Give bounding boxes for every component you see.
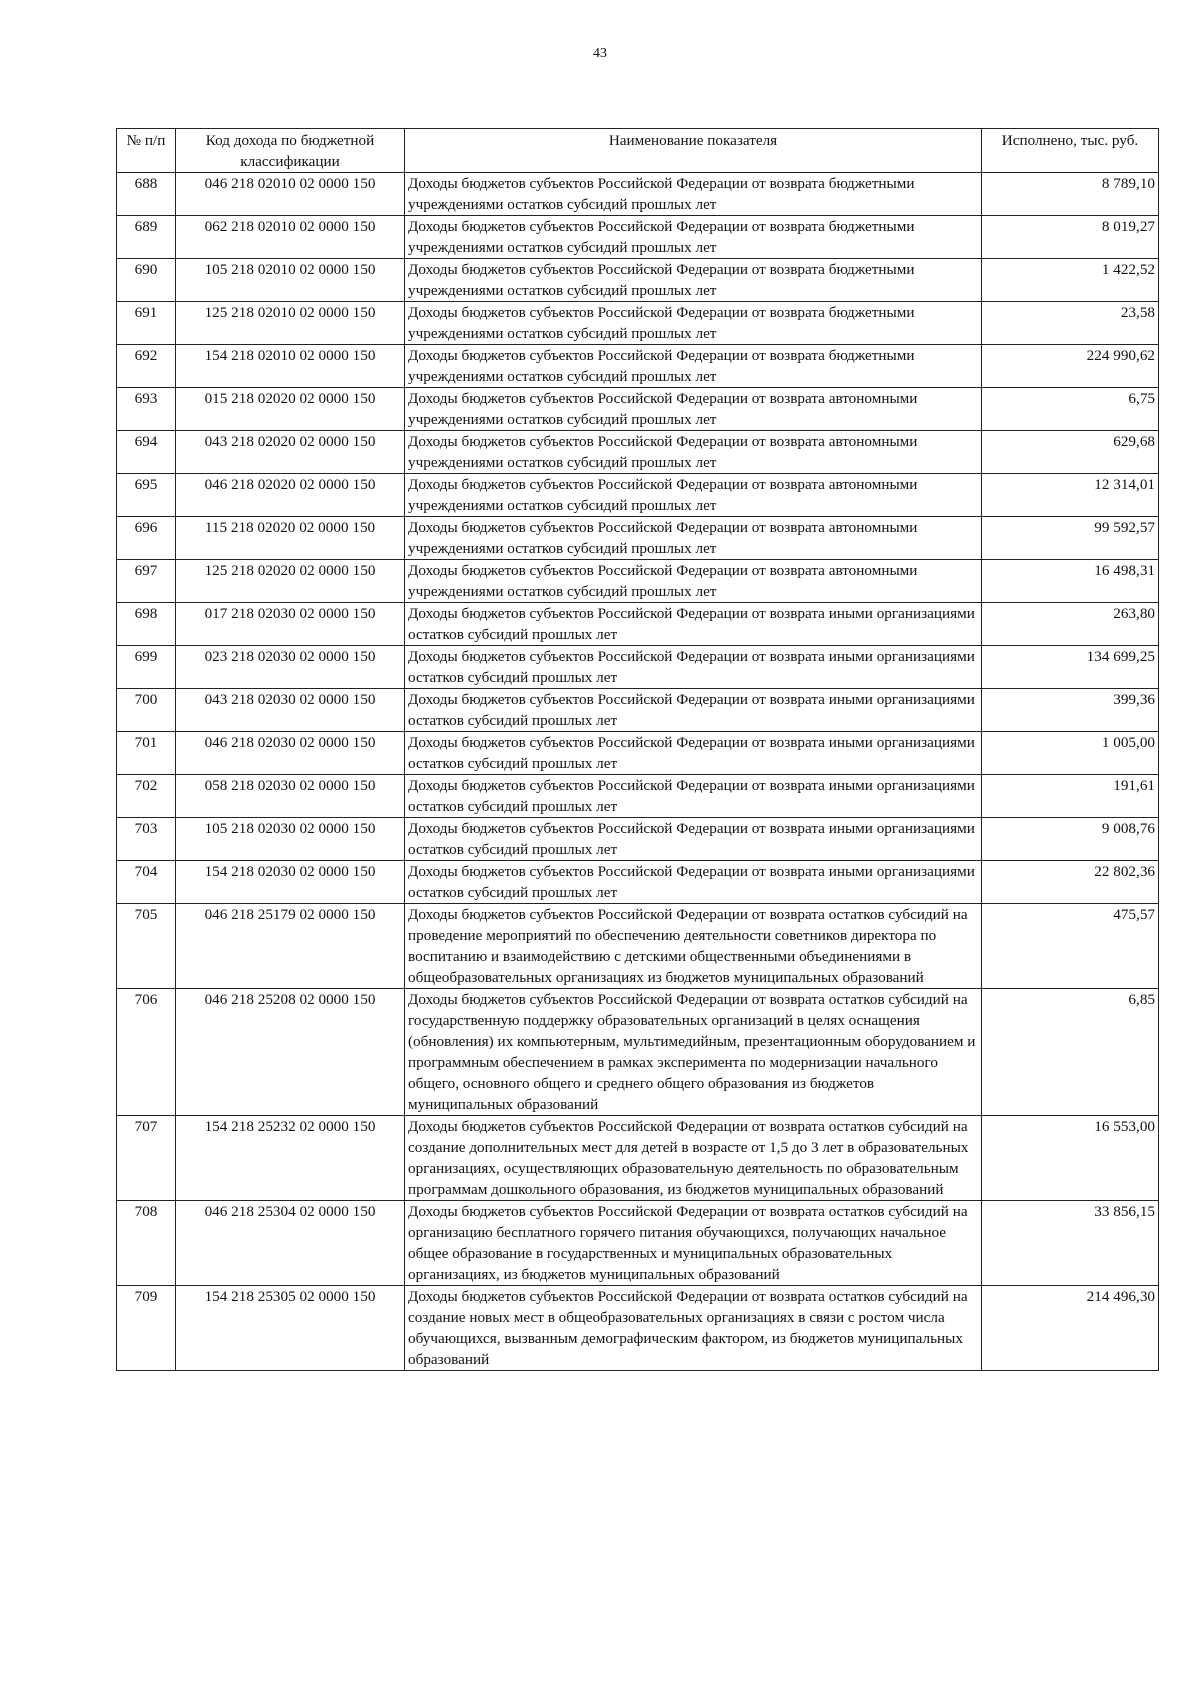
executed-amount-cell: 22 802,36	[982, 861, 1159, 904]
header-row-number: № п/п	[117, 129, 176, 173]
row-number-cell: 702	[117, 775, 176, 818]
revenue-code-cell: 125 218 02020 02 0000 150	[176, 560, 405, 603]
indicator-name-cell: Доходы бюджетов субъектов Российской Федерации от возврата остатков субсидий на создание новых мест в общеобразовательных организациях в связи с ростом числа обучающихся, вызванным демографическим фактором, из бюджетов муниципальных образований	[405, 1286, 982, 1371]
indicator-name-cell: Доходы бюджетов субъектов Российской Федерации от возврата автономными учреждениями остатков субсидий прошлых лет	[405, 474, 982, 517]
indicator-name-cell: Доходы бюджетов субъектов Российской Федерации от возврата иными организациями остатков субсидий прошлых лет	[405, 689, 982, 732]
row-number-cell: 690	[117, 259, 176, 302]
indicator-name-cell: Доходы бюджетов субъектов Российской Федерации от возврата бюджетными учреждениями остатков субсидий прошлых лет	[405, 345, 982, 388]
table-row	[117, 431, 1159, 474]
executed-amount-cell: 214 496,30	[982, 1286, 1159, 1371]
table-row	[117, 1286, 1159, 1371]
revenue-code-cell: 023 218 02030 02 0000 150	[176, 646, 405, 689]
row-number-cell: 691	[117, 302, 176, 345]
table-row	[117, 302, 1159, 345]
executed-amount-cell: 191,61	[982, 775, 1159, 818]
executed-amount-cell: 23,58	[982, 302, 1159, 345]
revenue-code-cell: 062 218 02010 02 0000 150	[176, 216, 405, 259]
revenue-code-cell: 154 218 02010 02 0000 150	[176, 345, 405, 388]
indicator-name-cell: Доходы бюджетов субъектов Российской Федерации от возврата бюджетными учреждениями остатков субсидий прошлых лет	[405, 259, 982, 302]
revenue-table	[116, 128, 1159, 1371]
revenue-code-cell: 154 218 25232 02 0000 150	[176, 1116, 405, 1201]
table-row	[117, 603, 1159, 646]
executed-amount-cell: 8 789,10	[982, 173, 1159, 216]
table-row	[117, 775, 1159, 818]
row-number-cell: 701	[117, 732, 176, 775]
revenue-code-cell: 046 218 25304 02 0000 150	[176, 1201, 405, 1286]
table-row	[117, 904, 1159, 989]
indicator-name-cell: Доходы бюджетов субъектов Российской Федерации от возврата иными организациями остатков субсидий прошлых лет	[405, 861, 982, 904]
indicator-name-cell: Доходы бюджетов субъектов Российской Федерации от возврата иными организациями остатков субсидий прошлых лет	[405, 732, 982, 775]
row-number-cell: 688	[117, 173, 176, 216]
table-row	[117, 1116, 1159, 1201]
indicator-name-cell: Доходы бюджетов субъектов Российской Федерации от возврата бюджетными учреждениями остатков субсидий прошлых лет	[405, 302, 982, 345]
row-number-cell: 697	[117, 560, 176, 603]
indicator-name-cell: Доходы бюджетов субъектов Российской Федерации от возврата иными организациями остатков субсидий прошлых лет	[405, 646, 982, 689]
revenue-code-cell: 017 218 02030 02 0000 150	[176, 603, 405, 646]
executed-amount-cell: 33 856,15	[982, 1201, 1159, 1286]
revenue-code-cell: 115 218 02020 02 0000 150	[176, 517, 405, 560]
executed-amount-cell: 16 498,31	[982, 560, 1159, 603]
indicator-name-cell: Доходы бюджетов субъектов Российской Федерации от возврата иными организациями остатков субсидий прошлых лет	[405, 818, 982, 861]
row-number-cell: 705	[117, 904, 176, 989]
indicator-name-cell: Доходы бюджетов субъектов Российской Федерации от возврата иными организациями остатков субсидий прошлых лет	[405, 603, 982, 646]
row-number-cell: 708	[117, 1201, 176, 1286]
revenue-code-cell: 125 218 02010 02 0000 150	[176, 302, 405, 345]
revenue-code-cell: 046 218 25179 02 0000 150	[176, 904, 405, 989]
row-number-cell: 703	[117, 818, 176, 861]
executed-amount-cell: 1 422,52	[982, 259, 1159, 302]
revenue-code-cell: 046 218 02020 02 0000 150	[176, 474, 405, 517]
table-row	[117, 173, 1159, 216]
executed-amount-cell: 134 699,25	[982, 646, 1159, 689]
revenue-code-cell: 046 218 25208 02 0000 150	[176, 989, 405, 1116]
row-number-cell: 706	[117, 989, 176, 1116]
row-number-cell: 709	[117, 1286, 176, 1371]
revenue-code-cell: 046 218 02010 02 0000 150	[176, 173, 405, 216]
indicator-name-cell: Доходы бюджетов субъектов Российской Федерации от возврата автономными учреждениями остатков субсидий прошлых лет	[405, 431, 982, 474]
indicator-name-cell: Доходы бюджетов субъектов Российской Федерации от возврата бюджетными учреждениями остатков субсидий прошлых лет	[405, 173, 982, 216]
row-number-cell: 699	[117, 646, 176, 689]
row-number-cell: 692	[117, 345, 176, 388]
header-indicator-name: Наименование показателя	[405, 129, 982, 173]
table-row	[117, 689, 1159, 732]
table-row	[117, 1201, 1159, 1286]
header-revenue-code: Код дохода по бюджетной классификации	[176, 129, 405, 173]
row-number-cell: 693	[117, 388, 176, 431]
indicator-name-cell: Доходы бюджетов субъектов Российской Федерации от возврата автономными учреждениями остатков субсидий прошлых лет	[405, 517, 982, 560]
table-row	[117, 216, 1159, 259]
table-row	[117, 388, 1159, 431]
executed-amount-cell: 12 314,01	[982, 474, 1159, 517]
header-executed-amount: Исполнено, тыс. руб.	[982, 129, 1159, 173]
executed-amount-cell: 1 005,00	[982, 732, 1159, 775]
indicator-name-cell: Доходы бюджетов субъектов Российской Федерации от возврата остатков субсидий на создание дополнительных мест для детей в возрасте от 1,5 до 3 лет в образовательных организациях, осуществляющих образовательную деятельность по образовательным программам дошкольного образования, из бюджетов муниципальных образований	[405, 1116, 982, 1201]
table-row	[117, 560, 1159, 603]
executed-amount-cell: 99 592,57	[982, 517, 1159, 560]
indicator-name-cell: Доходы бюджетов субъектов Российской Федерации от возврата остатков субсидий на организацию бесплатного горячего питания обучающихся, получающих начальное общее образование в государственных и муниципальных образовательных организациях, из бюджетов муниципальных образований	[405, 1201, 982, 1286]
indicator-name-cell: Доходы бюджетов субъектов Российской Федерации от возврата автономными учреждениями остатков субсидий прошлых лет	[405, 560, 982, 603]
table-body	[117, 173, 1159, 1371]
table-row	[117, 517, 1159, 560]
revenue-code-cell: 105 218 02010 02 0000 150	[176, 259, 405, 302]
indicator-name-cell: Доходы бюджетов субъектов Российской Федерации от возврата иными организациями остатков субсидий прошлых лет	[405, 775, 982, 818]
executed-amount-cell: 475,57	[982, 904, 1159, 989]
row-number-cell: 704	[117, 861, 176, 904]
executed-amount-cell: 263,80	[982, 603, 1159, 646]
table-row	[117, 732, 1159, 775]
indicator-name-cell: Доходы бюджетов субъектов Российской Федерации от возврата автономными учреждениями остатков субсидий прошлых лет	[405, 388, 982, 431]
revenue-code-cell: 015 218 02020 02 0000 150	[176, 388, 405, 431]
revenue-code-cell: 058 218 02030 02 0000 150	[176, 775, 405, 818]
revenue-code-cell: 154 218 25305 02 0000 150	[176, 1286, 405, 1371]
revenue-code-cell: 046 218 02030 02 0000 150	[176, 732, 405, 775]
executed-amount-cell: 6,75	[982, 388, 1159, 431]
executed-amount-cell: 6,85	[982, 989, 1159, 1116]
indicator-name-cell: Доходы бюджетов субъектов Российской Федерации от возврата остатков субсидий на проведение мероприятий по обеспечению деятельности советников директора по воспитанию и взаимодействию с детскими общественными объединениями в общеобразовательных организациях из бюджетов муниципальных образований	[405, 904, 982, 989]
row-number-cell: 700	[117, 689, 176, 732]
revenue-code-cell: 105 218 02030 02 0000 150	[176, 818, 405, 861]
revenue-code-cell: 043 218 02020 02 0000 150	[176, 431, 405, 474]
table-row	[117, 818, 1159, 861]
table-row	[117, 861, 1159, 904]
row-number-cell: 689	[117, 216, 176, 259]
executed-amount-cell: 8 019,27	[982, 216, 1159, 259]
table-row	[117, 646, 1159, 689]
indicator-name-cell: Доходы бюджетов субъектов Российской Федерации от возврата остатков субсидий на государственную поддержку образовательных организаций в целях оснащения (обновления) их компьютерным, мультимедийным, презентационным оборудованием и программным обеспечением в рамках эксперимента по модернизации начального общего, основного общего и среднего общего образования из бюджетов муниципальных образований	[405, 989, 982, 1116]
row-number-cell: 707	[117, 1116, 176, 1201]
executed-amount-cell: 16 553,00	[982, 1116, 1159, 1201]
executed-amount-cell: 224 990,62	[982, 345, 1159, 388]
executed-amount-cell: 399,36	[982, 689, 1159, 732]
revenue-code-cell: 154 218 02030 02 0000 150	[176, 861, 405, 904]
row-number-cell: 696	[117, 517, 176, 560]
table-row	[117, 345, 1159, 388]
row-number-cell: 694	[117, 431, 176, 474]
page-number: 43	[593, 46, 607, 61]
row-number-cell: 698	[117, 603, 176, 646]
executed-amount-cell: 629,68	[982, 431, 1159, 474]
revenue-code-cell: 043 218 02030 02 0000 150	[176, 689, 405, 732]
table-row	[117, 259, 1159, 302]
table-row	[117, 474, 1159, 517]
table-row	[117, 989, 1159, 1116]
indicator-name-cell: Доходы бюджетов субъектов Российской Федерации от возврата бюджетными учреждениями остатков субсидий прошлых лет	[405, 216, 982, 259]
executed-amount-cell: 9 008,76	[982, 818, 1159, 861]
table-header-row	[117, 129, 1159, 173]
row-number-cell: 695	[117, 474, 176, 517]
